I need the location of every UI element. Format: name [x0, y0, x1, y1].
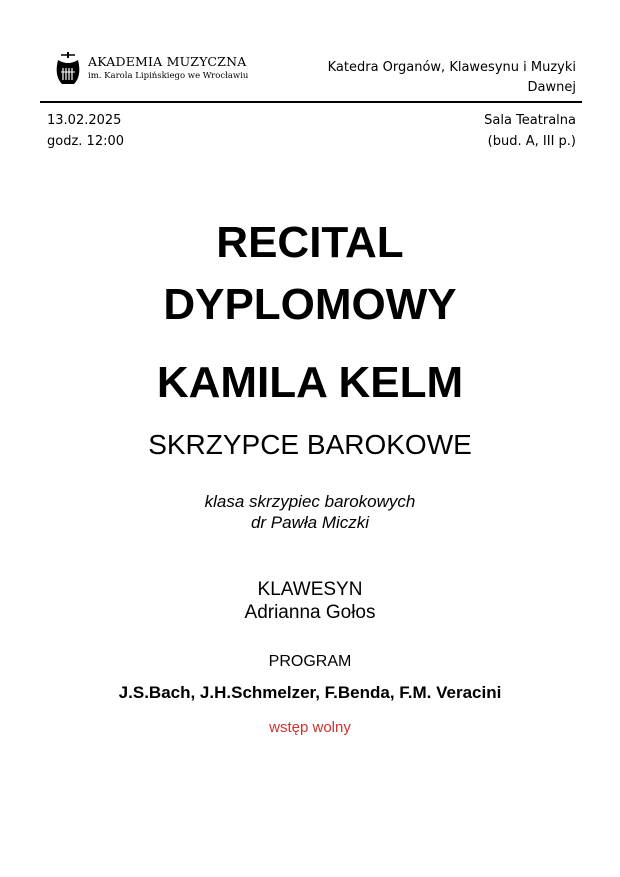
title-line1: RECITAL	[216, 218, 404, 267]
performer-name: KAMILA KELM	[156, 358, 464, 407]
accompanist-name: Adrianna Gołos	[244, 602, 376, 623]
class-line1: klasa skrzypiec barokowych	[204, 492, 416, 511]
department: Katedra Organów, Klawesynu i Muzyki Dawnej	[327, 60, 576, 95]
date-time	[47, 110, 124, 152]
event-date: 13.02.2025	[47, 113, 122, 128]
instrument: SKRZYPCE BAROKOWE	[148, 429, 472, 460]
academy-name: AKADEMIA MUZYCZNA	[88, 54, 247, 69]
lyre-logo-icon	[54, 50, 82, 88]
title-line2: DYPLOMOWY	[163, 280, 457, 329]
program-label: PROGRAM	[268, 653, 352, 670]
composers: J.S.Bach, J.H.Schmelzer, F.Benda, F.M. Veracini	[118, 683, 502, 702]
event-time: godz. 12:00	[47, 134, 125, 149]
venue-detail: (bud. A, III p.)	[487, 134, 576, 149]
accompaniment-label: KLAWESYN	[257, 579, 363, 600]
academy-subtitle: im. Karola Lipińskiego we Wrocławiu	[88, 71, 249, 81]
admission-note: wstęp wolny	[269, 719, 351, 736]
header-divider	[40, 101, 582, 103]
venue: Sala Teatralna	[484, 113, 576, 128]
venue-info	[484, 110, 576, 152]
class-line2: dr Pawła Miczki	[250, 513, 370, 532]
